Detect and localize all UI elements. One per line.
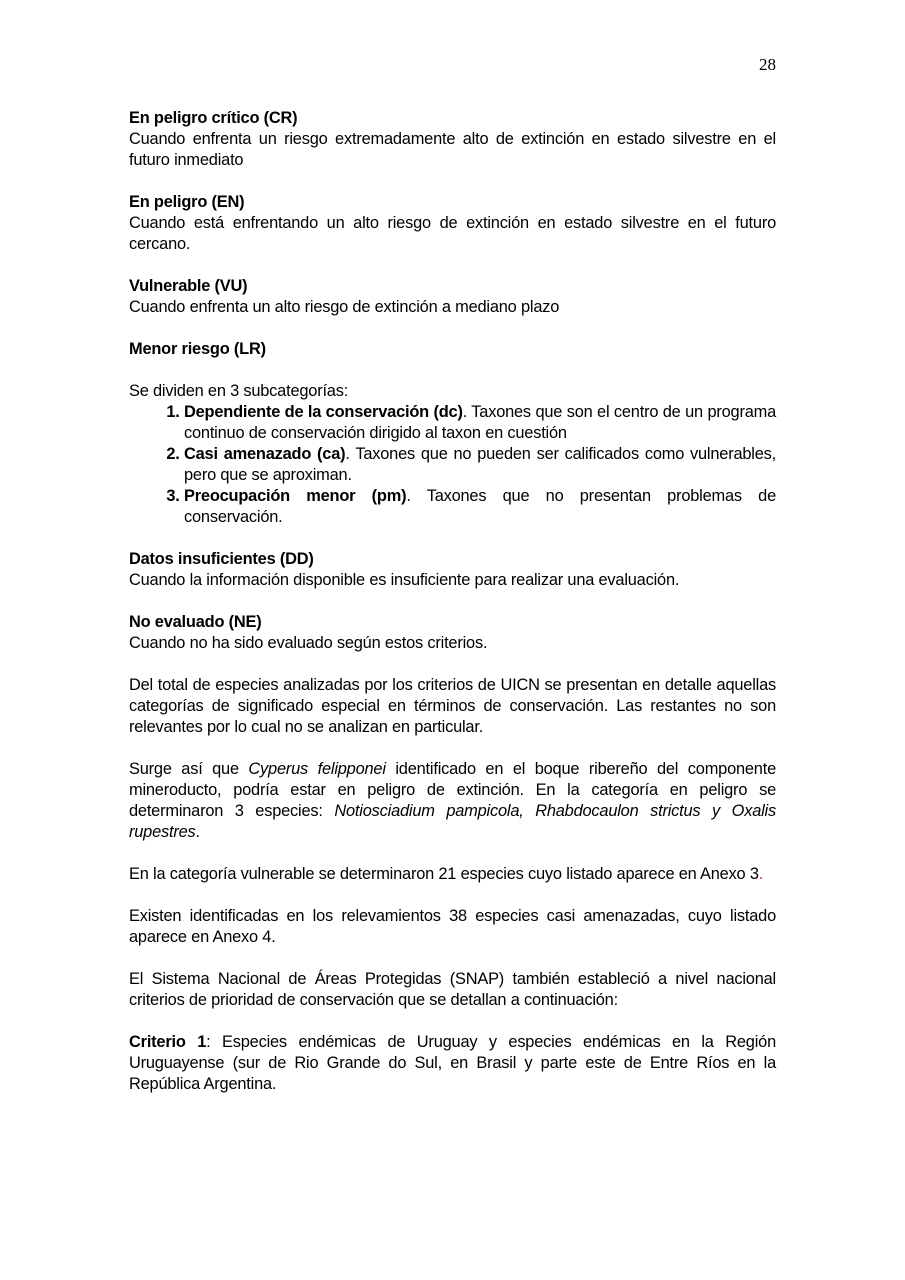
category-description: Cuando enfrenta un alto riesgo de extinción a mediano plazo [129, 298, 560, 316]
criterio-label: Criterio 1 [129, 1033, 207, 1051]
list-item [184, 444, 776, 486]
category-heading: Menor riesgo (LR) [129, 340, 266, 358]
subcategories [129, 381, 776, 528]
category-heading: Datos insuficientes (DD) [129, 550, 314, 568]
subcategory-term: Casi amenazado (ca) [184, 445, 346, 463]
category-heading: No evaluado (NE) [129, 613, 262, 631]
paragraph-criterio-1 [129, 1032, 776, 1095]
paragraph-vulnerable [129, 864, 776, 885]
criterio-text: : Especies endémicas de Uruguay y especies endémicas en la Región Uruguayense (sur de Rio Grande do Sul, en Brasil y parte este de Entre Ríos en la República Argentina. [129, 1033, 776, 1093]
category-heading: En peligro (EN) [129, 193, 245, 211]
category-dd [129, 549, 776, 591]
paragraph-total: Del total de especies analizadas por los criterios de UICN se presentan en detalle aquellas categorías de significado especial en términos de conservación. Las restantes no son relevantes por lo cual no se analizan en particular. [129, 676, 776, 736]
category-cr [129, 108, 776, 171]
text-run: En la categoría vulnerable se determinaron 21 especies cuyo listado aparece en Anexo 3 [129, 865, 759, 883]
paragraph-surge [129, 759, 776, 843]
category-ne [129, 612, 776, 654]
category-vu [129, 276, 776, 318]
text-run: Surge así que [129, 760, 249, 778]
subcategory-text: . Taxones que no presentan problemas de conservación. [184, 487, 776, 526]
text-run: . [195, 823, 200, 841]
category-description: Cuando no ha sido evaluado según estos criterios. [129, 634, 488, 652]
species-name: Cyperus felipponei [248, 760, 386, 778]
subcategory-term: Dependiente de la conservación (dc) [184, 403, 463, 421]
subcategories-list [129, 402, 776, 528]
category-heading: En peligro crítico (CR) [129, 109, 298, 127]
category-en [129, 192, 776, 255]
category-lr [129, 339, 776, 360]
text-run: . [758, 865, 764, 883]
subcategories-intro: Se dividen en 3 subcategorías: [129, 382, 349, 400]
text-run: identificado en el boque ribereño del componente mineroducto, podría estar en peligro de extinción. En la categoría en peligro se determinaron 3 especies: [129, 760, 776, 820]
category-heading: Vulnerable (VU) [129, 277, 248, 295]
species-names: Notiosciadium pampicola, Rhabdocaulon strictus y Oxalis rupestres [129, 802, 776, 841]
category-description: Cuando la información disponible es insuficiente para realizar una evaluación. [129, 571, 680, 589]
category-description: Cuando enfrenta un riesgo extremadamente alto de extinción en estado silvestre en el futuro inmediato [129, 130, 776, 169]
category-description: Cuando está enfrentando un alto riesgo de extinción en estado silvestre en el futuro cercano. [129, 214, 776, 253]
document-body [129, 108, 776, 1116]
page-number: 28 [759, 55, 776, 74]
subcategory-term: Preocupación menor (pm) [184, 487, 407, 505]
subcategory-text: . Taxones que son el centro de un programa continuo de conservación dirigido al taxon en cuestión [184, 403, 776, 442]
list-item [184, 402, 776, 444]
paragraph-casi-amenazadas: Existen identificadas en los relevamientos 38 especies casi amenazadas, cuyo listado aparece en Anexo 4. [129, 907, 776, 946]
list-item [184, 486, 776, 528]
subcategory-text: . Taxones que no pueden ser calificados como vulnerables, pero que se aproximan. [184, 445, 776, 484]
paragraph-snap: El Sistema Nacional de Áreas Protegidas (SNAP) también estableció a nivel nacional criterios de prioridad de conservación que se detallan a continuación: [129, 970, 776, 1009]
